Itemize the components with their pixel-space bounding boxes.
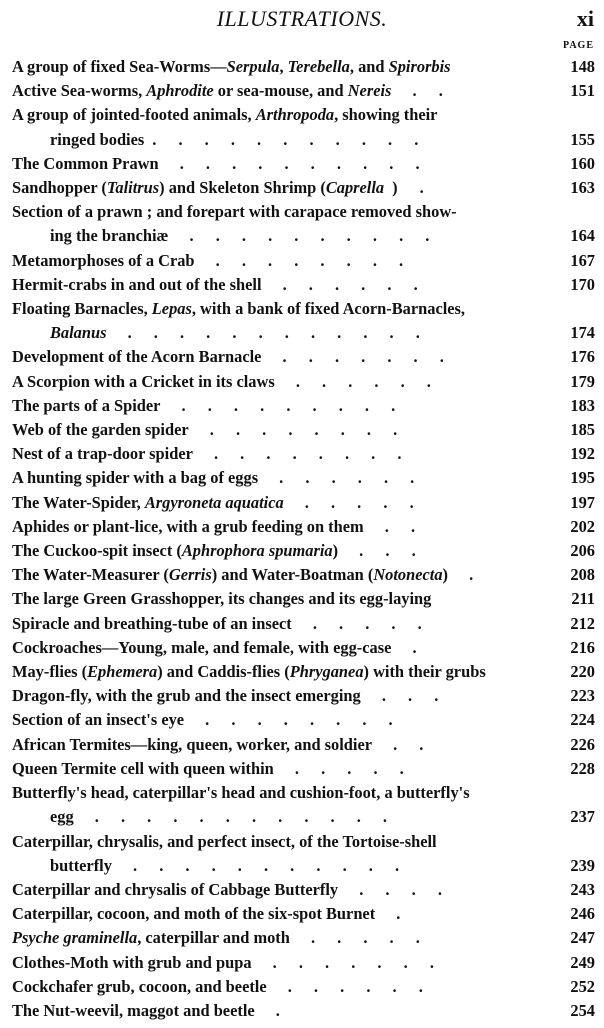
list-item bbox=[12, 55, 595, 79]
title-line bbox=[12, 878, 547, 902]
page-ref: 247 bbox=[570, 928, 595, 948]
page-number: xi bbox=[576, 6, 594, 31]
list-item bbox=[12, 539, 595, 563]
page-ref: 164 bbox=[570, 226, 595, 246]
list-item bbox=[12, 273, 595, 297]
title-text: Butterfly's head, caterpillar's head and cushion-foot, a butterfly's bbox=[12, 783, 470, 803]
list-item bbox=[12, 757, 595, 781]
illustration-title bbox=[12, 515, 547, 539]
illustration-title bbox=[12, 830, 547, 878]
title-line bbox=[12, 563, 547, 587]
illustration-title bbox=[12, 297, 547, 345]
page-ref: 237 bbox=[570, 807, 595, 827]
page-ref: 202 bbox=[570, 516, 595, 536]
title-line bbox=[12, 176, 547, 200]
title-line bbox=[12, 55, 547, 79]
title-line bbox=[12, 684, 547, 708]
dot-leaders: . . . . . . bbox=[269, 274, 427, 294]
title-text: Sandhopper ( bbox=[12, 178, 107, 198]
page-ref: 179 bbox=[570, 371, 595, 391]
italic-term: Arthropoda bbox=[255, 105, 335, 125]
title-text: Web of the garden spider bbox=[12, 420, 189, 440]
list-item bbox=[12, 345, 595, 369]
page-ref: 223 bbox=[570, 686, 595, 706]
running-title: ILLUSTRATIONS. bbox=[216, 6, 388, 31]
title-line bbox=[12, 200, 547, 224]
italic-term: Ephemera bbox=[87, 662, 158, 682]
title-line bbox=[12, 587, 547, 611]
title-text: ) with their grubs bbox=[363, 662, 486, 682]
title-line bbox=[12, 249, 547, 273]
page-ref: 151 bbox=[570, 81, 595, 101]
title-text: or sea-mouse, and bbox=[213, 81, 348, 101]
title-continuation-line bbox=[12, 321, 547, 345]
illustration-title bbox=[12, 370, 547, 394]
dot-leaders: . bbox=[383, 904, 410, 924]
title-text: Active Sea-worms, bbox=[12, 81, 147, 101]
dot-leaders: . . . . . . . . . . . . bbox=[114, 323, 429, 343]
title-line bbox=[12, 781, 547, 805]
dot-leaders: . . . bbox=[368, 686, 448, 706]
illustration-title bbox=[12, 975, 547, 999]
title-line bbox=[12, 757, 547, 781]
list-item bbox=[12, 370, 595, 394]
title-line bbox=[12, 708, 547, 732]
title-line bbox=[12, 273, 547, 297]
italic-term: Serpula bbox=[226, 57, 280, 76]
title-text: ) and Water-Boatman ( bbox=[211, 565, 374, 585]
title-text: , bbox=[279, 57, 288, 76]
list-item bbox=[12, 249, 595, 273]
title-text: African Termites—king, queen, worker, and soldier bbox=[12, 734, 372, 754]
title-text: The Common Prawn bbox=[12, 153, 159, 173]
title-line bbox=[12, 612, 547, 636]
title-text: ) and Skeleton Shrimp ( bbox=[159, 178, 326, 198]
page-ref: 211 bbox=[571, 589, 595, 609]
dot-leaders: . . . . . . bbox=[274, 976, 432, 996]
title-text: Metamorphoses of a Crab bbox=[12, 250, 195, 270]
page-ref: 212 bbox=[570, 613, 595, 633]
title-text: , with a bank of fixed Acorn-Barnacles, bbox=[191, 299, 466, 319]
dot-leaders: . . . . . . . . . . . . bbox=[81, 807, 397, 827]
illustration-title bbox=[12, 249, 547, 273]
illustration-title bbox=[12, 951, 547, 975]
dot-leaders: . . . . . bbox=[299, 613, 431, 633]
title-text: The Water-Measurer ( bbox=[12, 565, 169, 585]
title-text: A Scorpion with a Cricket in its claws bbox=[12, 371, 275, 391]
title-text: , showing their bbox=[334, 105, 438, 125]
illustration-title bbox=[12, 55, 547, 79]
list-item bbox=[12, 684, 595, 708]
title-line bbox=[12, 466, 547, 490]
page-ref: 155 bbox=[570, 129, 595, 149]
illustration-title bbox=[12, 491, 547, 515]
dot-leaders: . . . . . . . bbox=[259, 952, 443, 972]
illustration-title bbox=[12, 394, 547, 418]
illustration-title bbox=[12, 781, 547, 829]
page-ref: 224 bbox=[570, 710, 595, 730]
illustration-title bbox=[12, 708, 547, 732]
title-line bbox=[12, 830, 547, 854]
title-line bbox=[12, 418, 547, 442]
title-text: Cockchafer grub, cocoon, and beetle bbox=[12, 976, 267, 996]
page-ref: 195 bbox=[570, 468, 595, 488]
italic-term: Phryganea bbox=[289, 662, 364, 682]
title-line bbox=[12, 902, 547, 926]
dot-leaders: . . . . . . bbox=[282, 371, 440, 391]
title-line bbox=[12, 79, 547, 103]
list-item bbox=[12, 926, 595, 950]
page-ref: 197 bbox=[570, 492, 595, 512]
illustration-title bbox=[12, 587, 547, 611]
dot-leaders: . . . . . . . . . bbox=[168, 395, 405, 415]
title-text: The Water-Spider, bbox=[12, 492, 145, 512]
title-line bbox=[12, 345, 547, 369]
illustration-title bbox=[12, 926, 547, 950]
page-ref: 239 bbox=[570, 855, 595, 875]
illustration-title bbox=[12, 757, 547, 781]
list-item bbox=[12, 297, 595, 345]
illustration-title bbox=[12, 273, 547, 297]
title-text: Caterpillar and chrysalis of Cabbage Butterfly bbox=[12, 879, 339, 899]
illustrations-list bbox=[12, 55, 595, 1023]
page-header bbox=[0, 6, 604, 34]
list-item bbox=[12, 660, 595, 684]
illustration-title bbox=[12, 79, 547, 103]
list-item bbox=[12, 152, 595, 176]
dot-leaders: . . . . . . . . bbox=[196, 420, 407, 440]
italic-term: Lepas bbox=[151, 299, 192, 319]
title-text: Dragon-fly, with the grub and the insect emerging bbox=[12, 686, 361, 706]
title-text: ) and Caddis-flies ( bbox=[157, 662, 290, 682]
dot-leaders: . . . . . . . . . . . bbox=[152, 129, 428, 149]
dot-leaders: . . . . . . . . . . . bbox=[119, 855, 409, 875]
list-item bbox=[12, 781, 595, 829]
page-ref: 170 bbox=[570, 274, 595, 294]
page-ref: 228 bbox=[570, 758, 595, 778]
title-line bbox=[12, 539, 547, 563]
title-line bbox=[12, 660, 547, 684]
title-text: Aphides or plant-lice, with a grub feeding on them bbox=[12, 516, 364, 536]
illustration-title bbox=[12, 539, 547, 563]
illustration-title bbox=[12, 345, 547, 369]
illustration-title bbox=[12, 660, 547, 684]
italic-term: Spirorbis bbox=[388, 57, 451, 76]
page-ref: 249 bbox=[570, 952, 595, 972]
italic-term: Balanus bbox=[50, 323, 107, 343]
title-text: Section of an insect's eye bbox=[12, 710, 185, 730]
list-item bbox=[12, 176, 595, 200]
dot-leaders: . . . . . bbox=[291, 492, 423, 512]
list-item bbox=[12, 587, 595, 611]
title-line bbox=[12, 103, 547, 127]
title-line bbox=[12, 975, 547, 999]
page-ref: 246 bbox=[570, 904, 595, 924]
title-text: egg bbox=[50, 807, 74, 827]
title-text: ing the branchiæ bbox=[50, 226, 169, 246]
dot-leaders: . . . . . . . . bbox=[202, 250, 413, 270]
illustration-title bbox=[12, 176, 547, 200]
page-ref: 254 bbox=[570, 1000, 595, 1020]
list-item bbox=[12, 830, 595, 878]
title-text: Nest of a trap-door spider bbox=[12, 444, 193, 464]
title-line bbox=[12, 442, 547, 466]
list-item bbox=[12, 612, 595, 636]
dot-leaders: . bbox=[399, 637, 426, 657]
dot-leaders: . . . . . . . . . . bbox=[166, 153, 429, 173]
list-item bbox=[12, 733, 595, 757]
illustration-title bbox=[12, 466, 547, 490]
page-ref: 243 bbox=[570, 879, 595, 899]
title-continuation-line bbox=[12, 224, 547, 248]
title-continuation-line bbox=[12, 854, 547, 878]
title-text: The large Green Grasshopper, its changes and its egg-laying bbox=[12, 589, 432, 609]
illustration-title bbox=[12, 103, 547, 151]
page-ref: 167 bbox=[570, 250, 595, 270]
page-ref: 176 bbox=[570, 347, 595, 367]
dot-leaders: . . . . . . . . bbox=[200, 444, 411, 464]
italic-term: Terebella bbox=[287, 57, 350, 76]
illustration-title bbox=[12, 684, 547, 708]
list-item bbox=[12, 394, 595, 418]
title-line bbox=[12, 926, 547, 950]
title-line bbox=[12, 636, 547, 660]
title-text: A hunting spider with a bag of eggs bbox=[12, 468, 259, 488]
illustration-title bbox=[12, 612, 547, 636]
list-item bbox=[12, 999, 595, 1023]
list-item bbox=[12, 418, 595, 442]
title-text: Caterpillar, chrysalis, and perfect insect, of the Tortoise-shell bbox=[12, 831, 437, 851]
page-ref: 216 bbox=[570, 637, 595, 657]
list-item bbox=[12, 442, 595, 466]
title-line bbox=[12, 297, 547, 321]
title-text: Clothes-Moth with grub and pupa bbox=[12, 952, 252, 972]
list-item bbox=[12, 491, 595, 515]
dot-leaders: . . bbox=[371, 516, 425, 536]
italic-term: Aphrodite bbox=[146, 81, 214, 101]
page-column-label: PAGE bbox=[562, 40, 594, 51]
list-item bbox=[12, 636, 595, 660]
title-line bbox=[12, 152, 547, 176]
list-item bbox=[12, 563, 595, 587]
dot-leaders: . . . . . bbox=[281, 758, 413, 778]
list-item bbox=[12, 200, 595, 248]
illustration-title bbox=[12, 636, 547, 660]
dot-leaders: . . . . . bbox=[297, 928, 429, 948]
page-ref: 163 bbox=[570, 178, 595, 198]
page-ref: 174 bbox=[570, 323, 595, 343]
title-text: Spiracle and breathing-tube of an insect bbox=[12, 613, 292, 633]
title-text: Caterpillar, cocoon, and moth of the six-spot Burnet bbox=[12, 904, 376, 924]
illustration-title bbox=[12, 902, 547, 926]
title-text: Queen Termite cell with queen within bbox=[12, 758, 274, 778]
title-text: butterfly bbox=[50, 855, 112, 875]
italic-term: Nereis bbox=[347, 81, 392, 101]
dot-leaders: . . . bbox=[346, 541, 425, 561]
page-ref: 220 bbox=[570, 662, 595, 682]
title-continuation-line bbox=[12, 805, 547, 829]
list-item bbox=[12, 466, 595, 490]
page-ref: 185 bbox=[570, 420, 595, 440]
title-text: Cockroaches—Young, male, and female, with egg-case bbox=[12, 637, 392, 657]
title-text: ) bbox=[442, 565, 448, 585]
list-item bbox=[12, 103, 595, 151]
page-ref: 183 bbox=[570, 395, 595, 415]
title-text: Section of a prawn ; and forepart with carapace removed show- bbox=[12, 202, 457, 222]
list-item bbox=[12, 902, 595, 926]
dot-leaders: . . bbox=[399, 81, 452, 101]
italic-term: Aphrophora spumaria bbox=[181, 541, 333, 561]
title-text: , caterpillar and moth bbox=[137, 928, 290, 948]
italic-term: Argyroneta aquatica bbox=[144, 492, 284, 512]
illustration-title bbox=[12, 878, 547, 902]
title-line bbox=[12, 370, 547, 394]
italic-term: Notonecta bbox=[373, 565, 443, 585]
title-text: A group of jointed-footed animals, bbox=[12, 105, 256, 125]
title-text: , and bbox=[349, 57, 389, 76]
illustration-title bbox=[12, 442, 547, 466]
title-text: May-flies ( bbox=[12, 662, 88, 682]
title-line bbox=[12, 491, 547, 515]
dot-leaders: . . . . . . . bbox=[269, 347, 453, 367]
italic-term: Gerris bbox=[168, 565, 212, 585]
page-ref: 252 bbox=[570, 976, 595, 996]
italic-term: Psyche graminella bbox=[12, 928, 138, 948]
page-ref: 148 bbox=[570, 57, 595, 76]
title-line bbox=[12, 515, 547, 539]
dot-leaders: ) . bbox=[392, 178, 433, 198]
italic-term: Talitrus bbox=[106, 178, 160, 198]
dot-leaders: . . . . . . . . bbox=[192, 710, 402, 730]
title-text: ) bbox=[332, 541, 339, 561]
page-ref: 160 bbox=[570, 153, 595, 173]
title-continuation-line bbox=[12, 128, 547, 152]
dot-leaders: . bbox=[456, 565, 483, 585]
illustration-title bbox=[12, 152, 547, 176]
list-item bbox=[12, 878, 595, 902]
title-text: A group of fixed Sea-Worms— bbox=[12, 57, 227, 76]
dot-leaders: . . . . bbox=[346, 879, 451, 899]
list-item bbox=[12, 515, 595, 539]
page-ref: 192 bbox=[570, 444, 595, 464]
illustration-title bbox=[12, 418, 547, 442]
dot-leaders: . . . . . . . . . . bbox=[176, 226, 439, 246]
title-line bbox=[12, 733, 547, 757]
title-text: The Nut-weevil, maggot and beetle bbox=[12, 1000, 255, 1020]
illustration-title bbox=[12, 733, 547, 757]
page-ref: 206 bbox=[570, 541, 595, 561]
page-ref: 226 bbox=[570, 734, 595, 754]
title-text: Hermit-crabs in and out of the shell bbox=[12, 274, 262, 294]
title-line bbox=[12, 951, 547, 975]
dot-leaders: . . bbox=[380, 734, 433, 754]
title-text: Floating Barnacles, bbox=[12, 299, 152, 319]
title-text: The parts of a Spider bbox=[12, 395, 161, 415]
list-item bbox=[12, 708, 595, 732]
list-item bbox=[12, 79, 595, 103]
dot-leaders: . bbox=[262, 1000, 289, 1020]
list-item bbox=[12, 975, 595, 999]
title-text: ringed bodies bbox=[50, 129, 145, 149]
list-item bbox=[12, 951, 595, 975]
illustration-title bbox=[12, 563, 547, 587]
page-ref: 208 bbox=[570, 565, 595, 585]
illustration-title bbox=[12, 999, 547, 1023]
illustration-title bbox=[12, 200, 547, 248]
italic-term: Caprella bbox=[325, 178, 385, 198]
title-text: The Cuckoo-spit insect ( bbox=[12, 541, 182, 561]
title-line bbox=[12, 394, 547, 418]
title-line bbox=[12, 999, 547, 1023]
title-text: Development of the Acorn Barnacle bbox=[12, 347, 262, 367]
dot-leaders: . . . . . . bbox=[266, 468, 424, 488]
